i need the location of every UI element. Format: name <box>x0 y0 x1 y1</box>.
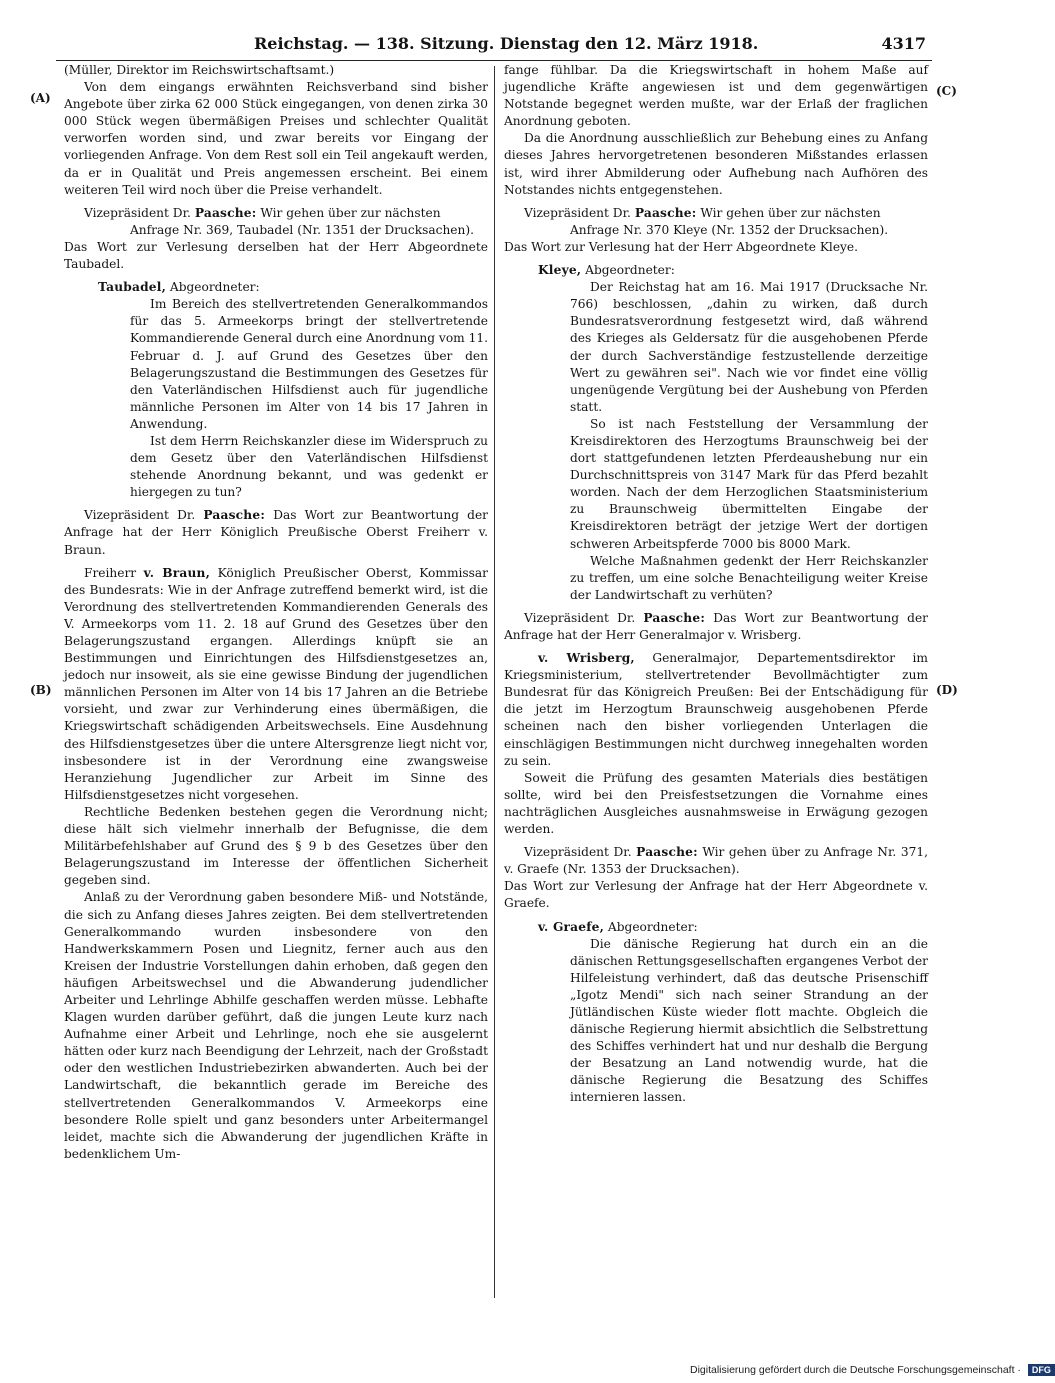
speaker-line: Kleye, Abgeordneter: <box>538 263 675 278</box>
paragraph: Da die Anordnung ausschließlich zur Behebung eines zu Anfang dieses Jahres hervorgetretenen besonderen Mißstandes erlassen ist, wird ihrer Abmilderung oder Aufhebung nach Aufhören des Notstandes nichts entgegenstehen. <box>504 131 928 197</box>
page-number: 4317 <box>881 34 926 53</box>
speaker-name: Paasche: <box>643 610 706 625</box>
quoted-paragraph: Ist dem Herrn Reichskanzler diese im Widerspruch zu dem Gesetz über den Vaterländischen Hilfsdienst stehende Anordnung bekannt, und was gedenkt er hiergegen zu tun? <box>130 433 488 500</box>
paragraph: Das Wort zur Verlesung hat der Herr Abgeordnete Kleye. <box>504 239 859 254</box>
quoted-paragraph: Im Bereich des stellvertretenden Generalkommandos für das 5. Armeekorps bringt der stellvertretende Kommandierende General durch eine Anordnung vom 11. Februar d. J. auf Grund des Gesetzes über den Belagerungszustand die Bestimmungen des Gesetzes für den Vaterländischen Hilfsdienst auch für jugendliche männliche Personen im Alter von 14 bis 17 Jahren in Anwendung. <box>130 297 488 431</box>
paragraph: Freiherr v. Braun, Königlich Preußischer Oberst, Kommissar des Bundesrats: Wie in der Anfrage zutreffend bemerkt wird, ist die Verordnung des stellvertretenden Kommandierenden Generals des V. Armeekorps vom 11. 2. 18 auf Grund des Gesetzes über den Belagerungszustand ergangen. Allerdings knüpft sie an Bestimmungen und Einrichtungen des Hilfsdienstgesetzes an, jedoch nur insoweit, als sie eine gewisse Bindung der jugendlichen männlichen Personen im Alter von 14 bis 17 Jahren an die Betriebe vorsieht, und zwar zur Verhinderung eines übermäßigen, die Kriegswirtschaft schädigenden Arbeitswechsels. Eine Ausdehnung des Hilfsdienstgesetzes über die untere Altersgrenze liegt nicht vor, insbesondere ist in der Verordnung eine zwangsweise Heranziehung Jugendlicher zur Arbeit im Sinne des Hilfsdienstgesetzes nicht vorgesehen. <box>64 565 489 802</box>
speaker-name: Taubadel, <box>98 280 167 295</box>
digitization-credit <box>690 1364 1055 1376</box>
speaker-name: Paasche: <box>634 205 697 220</box>
margin-letter-a: (A) <box>30 91 51 105</box>
margin-letter-b: (B) <box>30 683 52 697</box>
quoted-paragraph: Die dänische Regierung hat durch ein an die dänischen Rettungsgesellschaften ergangenes Verbot der Hilfeleistung verhindert, daß das deutsche Prisenschiff „Igotz Mendi" sich nach seiner Strandung an der Jütländischen Küste wieder flott machte. Obgleich die dänische Regierung hiermit absichtlich die Selbstrettung des Schiffes verhindert hat und nur deshalb die Bergung der Besatzung an Land notwendig wurde, hat die dänische Regierung die Besatzung des Schiffes internieren lassen. <box>570 936 928 1105</box>
paragraph: Das Wort zur Verlesung derselben hat der Herr Abgeordnete Taubadel. <box>64 239 488 272</box>
quoted-paragraph: Der Reichstag hat am 16. Mai 1917 (Drucksache Nr. 766) beschlossen, „dahin zu wirken, daß durch Bundesratsverordnung festgesetzt wird, daß während des Krieges als Geldersatz für die ausgehobenen Pferde der durch Sachverständige festzustellende derzeitige Wert zu gewähren sei". Nach wie vor findet eine völlig ungenügende Vergütung bei der Aushebung von Pferden statt. <box>570 280 928 414</box>
speaker-continuation: (Müller, Direktor im Reichswirtschaftsamt.) <box>64 63 335 77</box>
paragraph: fange fühlbar. Da die Kriegswirtschaft in hohem Maße auf jugendliche Kräfte angewiesen ist und dem gegenwärtigen Notstande begegnet werden mußte, war der Erlaß der fraglichen Anordnung geboten. <box>504 63 928 129</box>
paragraph: Von dem eingangs erwähnten Reichsverband sind bisher Angebote über zirka 62 000 Stück eingegangen, von denen zirka 30 000 Stück wegen übermäßigen Preises und schlechter Qualität verworfen worden sind, und zwar bereits vor Eingang der vorliegenden Anfrage. Von dem Rest soll ein Teil angekauft werden, da er in Qualität und Preis angemessen erscheint. Bei einem weiteren Teil wird noch über die Preise verhandelt. <box>64 80 488 197</box>
quoted-paragraph: So ist nach Feststellung der Versammlung der Kreisdirektoren des Herzogtums Braunschweig bei der dort stattgefundenen letzten Pferdeaushebung nur ein Durchschnittspreis von 3147 Mark für das Pferd bezahlt worden. Nach der dem Herzoglichen Staatsministerium zu Braunschweig übermittelten Eingabe der Kreisdirektoren beträgt der jetzige Wert der dortigen schweren Arbeitspferde 7000 bis 8000 Mark. <box>570 416 928 551</box>
speaker-name: Paasche: <box>636 845 698 860</box>
page-header <box>56 34 926 56</box>
paragraph: Soweit die Prüfung des gesamten Materials dies bestätigen sollte, wird bei den Preisfestsetzungen die Vornahme eines nachträglichen Ausgleiches ausnahmsweise in Erwägung gezogen werden. <box>504 770 928 837</box>
header-rule <box>56 60 932 61</box>
paragraph: Rechtliche Bedenken bestehen gegen die Verordnung nicht; diese hält sich vielmehr innerhalb der Befugnisse, die dem Militärbefehlshaber auf Grund des § 9 b des Gesetzes über den Belagerungszustand im Interesse der öffentlichen Sicherheit gegeben sind. <box>64 804 488 888</box>
speaker-line: v. Wrisberg, Generalmajor, Departementsdirektor im Kriegsministerium, stellvertretender Bevollmächtigter zum Bundesrat für das Königreich Preußen: Bei der Entschädigung für die jetzt im Herzogtum Braunschweig ausgehobenen Pferde scheinen nach den bisher vorliegenden Unterlagen die einschlägigen Bestimmungen nicht durchweg innegehalten worden zu sein. <box>504 651 928 768</box>
paragraph: Vizepräsident Dr. Paasche: Wir gehen über zur nächsten <box>524 205 881 220</box>
paragraph: Vizepräsident Dr. Paasche: Wir gehen über zu Anfrage Nr. 371, v. Graefe (Nr. 1353 der Drucksachen). <box>504 845 928 877</box>
quoted-paragraph: Welche Maßnahmen gedenkt der Herr Reichskanzler zu treffen, um eine solche Benachteiligung weiter Kreise der Landwirtschaft zu verhüten? <box>570 553 928 602</box>
paragraph: Vizepräsident Dr. Paasche: Das Wort zur Beantwortung der Anfrage hat der Herr Generalmajor v. Wrisberg. <box>504 610 928 642</box>
margin-letter-c: (C) <box>936 84 957 98</box>
speaker-name: v. Graefe, <box>538 919 605 934</box>
left-column <box>64 62 488 1163</box>
speaker-line: Taubadel, Abgeordneter: <box>98 280 260 295</box>
column-divider <box>494 66 495 1298</box>
paragraph: Vizepräsident Dr. Paasche: Das Wort zur Beantwortung der Anfrage hat der Herr Königlich Preußische Oberst Freiherr v. Braun. <box>64 508 488 557</box>
speaker-name: Paasche: <box>203 508 266 523</box>
inquiry-reference: Anfrage Nr. 370 Kleye (Nr. 1352 der Drucksachen). <box>570 222 889 237</box>
inquiry-reference: Anfrage Nr. 369, Taubadel (Nr. 1351 der Drucksachen). <box>130 222 475 237</box>
margin-letter-d: (D) <box>936 683 958 697</box>
speaker-name: Paasche: <box>194 205 257 220</box>
speaker-name: Kleye, <box>538 263 582 278</box>
paragraph: Vizepräsident Dr. Paasche: Wir gehen über zur nächsten <box>84 205 441 220</box>
right-column <box>504 62 928 1107</box>
paragraph: Das Wort zur Verlesung der Anfrage hat der Herr Abgeordnete v. Graefe. <box>504 879 928 911</box>
footer-text: Digitalisierung gefördert durch die Deutsche Forschungsgemeinschaft · <box>690 1364 1021 1376</box>
speaker-name: v. Wrisberg, <box>538 651 635 666</box>
speaker-line: v. Graefe, Abgeordneter: <box>538 919 698 934</box>
paragraph: Anlaß zu der Verordnung gaben besondere Miß- und Notstände, die sich zu Anfang dieses Jahres zeigten. Bei dem stellvertretenden Generalkommando wurden insbesondere von den Handwerkskammern Posen und Liegnitz, ferner auch aus den Kreisen der Industrie Vorstellungen dahin erhoben, daß gegen den häufigen Arbeitswechsel und die Abwanderung judendlicher Arbeiter und Lehrlinge Abhilfe geschaffen werden müsse. Lebhafte Klagen wurden darüber geführt, daß die jungen Leute kurz nach Aufnahme einer Arbeit und Lehrlinge, noch ehe sie ausgelernt hätten oder kurz nach Beendigung der Lehrzeit, nach der Großstadt oder den westlichen Industriebezirken abwanderten. Auch bei der Landwirtschaft, die bekanntlich gerade im Bereiche des stellvertretenden Generalkommandos V. Armeekorps eine besondere Rolle spielt und ganz besonders unter Arbeitermangel leidet, machte sich die Abwanderung der jugendlichen Kräfte in bedenklichem Um- <box>64 890 488 1161</box>
speaker-name: v. Braun, <box>143 565 211 580</box>
dfg-logo: DFG <box>1028 1364 1055 1376</box>
running-title: Reichstag. — 138. Sitzung. Dienstag den 12. März 1918. <box>254 34 759 53</box>
